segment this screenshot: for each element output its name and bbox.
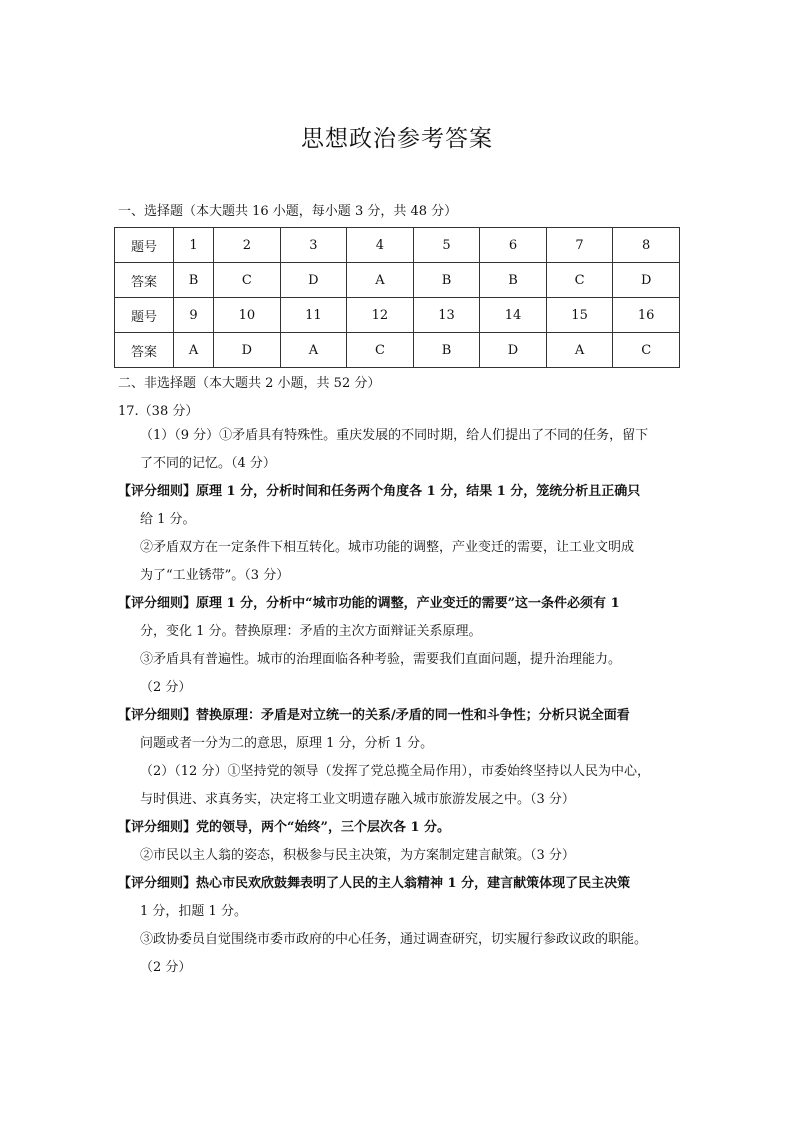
answer-line: ③政协委员自觉围绕市委市政府的中心任务，通过调查研究，切实履行参政议政的职能。 (140, 932, 648, 947)
answer-line: ③矛盾具有普遍性。城市的治理面临各种考验，需要我们直面问题，提升治理能力。 (140, 652, 622, 667)
section-heading-essay: 二、非选择题（本大题共 2 小题，共 52 分） (118, 376, 381, 391)
answer-line: 与时俱进、求真务实，决定将工业文明遗存融入城市旅游发展之中。（3 分） (140, 792, 575, 807)
scoring-rule-line: 【评分细则】原理 1 分，分析中“城市功能的调整，产业变迁的需要”这一条件必须有 1 (118, 596, 620, 611)
scoring-rule-line: 【评分细则】替换原理：矛盾是对立统一的关系/矛盾的同一性和斗争性；分析只说全面看 (118, 708, 630, 723)
table-cell: 14 (480, 298, 547, 333)
table-cell: 10 (214, 298, 281, 333)
table-cell: C (214, 263, 281, 298)
table-cell: 8 (613, 228, 680, 263)
table-cell: 16 (613, 298, 680, 333)
scoring-rule-line: 【评分细则】党的领导，两个“始终”，三个层次各 1 分。 (118, 820, 451, 835)
table-cell: A (347, 263, 414, 298)
answer-body (118, 422, 684, 982)
table-cell: 15 (546, 298, 613, 333)
table-cell: 9 (174, 298, 214, 333)
answer-line: （1）（9 分）①矛盾具有特殊性。重庆发展的不同时期，给人们提出了不同的任务，留下 (140, 428, 649, 443)
table-row (115, 298, 680, 333)
table-row (115, 333, 680, 368)
table-cell: B (413, 263, 480, 298)
table-cell: 7 (546, 228, 613, 263)
answer-line: 问题或者一分为二的意思，原理 1 分，分析 1 分。 (140, 736, 434, 751)
table-cell: B (413, 333, 480, 368)
answer-line: （2 分） (140, 960, 192, 975)
answer-line: 给 1 分。 (140, 512, 196, 527)
table-row (115, 263, 680, 298)
scoring-rule-line: 【评分细则】热心市民欢欣鼓舞表明了人民的主人翁精神 1 分，建言献策体现了民主决策 (118, 876, 631, 891)
table-cell: 6 (480, 228, 547, 263)
table-cell: 5 (413, 228, 480, 263)
table-cell: D (214, 333, 281, 368)
table-cell: B (480, 263, 547, 298)
answer-line: 为了“工业锈带”。（3 分） (140, 568, 290, 583)
table-cell: A (174, 333, 214, 368)
page-title: 思想政治参考答案 (301, 126, 493, 152)
answer-line: （2）（12 分）①坚持党的领导（发挥了党总揽全局作用），市委始终坚持以人民为中心， (140, 764, 650, 779)
table-cell: 12 (347, 298, 414, 333)
table-cell: 4 (347, 228, 414, 263)
table-cell: C (347, 333, 414, 368)
answer-line: ②市民以主人翁的姿态，积极参与民主决策，为方案制定建言献策。（3 分） (140, 848, 575, 863)
table-cell: B (174, 263, 214, 298)
table-cell: 答案 (115, 263, 174, 298)
table-cell: 13 (413, 298, 480, 333)
table-cell: D (280, 263, 347, 298)
table-cell: C (613, 333, 680, 368)
table-cell: D (480, 333, 547, 368)
table-cell: C (546, 263, 613, 298)
table-cell: 题号 (115, 298, 174, 333)
table-cell: 题号 (115, 228, 174, 263)
table-cell: 2 (214, 228, 281, 263)
scoring-rule-line: 【评分细则】原理 1 分，分析时间和任务两个角度各 1 分，结果 1 分，笼统分析且正确只 (118, 484, 641, 499)
answer-line: （2 分） (140, 680, 192, 695)
answer-table (114, 227, 680, 368)
table-cell: 11 (280, 298, 347, 333)
table-cell: A (546, 333, 613, 368)
table-cell: D (613, 263, 680, 298)
table-cell: A (280, 333, 347, 368)
table-cell: 1 (174, 228, 214, 263)
answer-line: 分，变化 1 分。替换原理：矛盾的主次方面辩证关系原理。 (140, 624, 482, 639)
question-17-heading: 17.（38 分） (118, 404, 199, 419)
table-cell: 3 (280, 228, 347, 263)
table-cell: 答案 (115, 333, 174, 368)
table-row (115, 228, 680, 263)
answer-line: 了不同的记忆。（4 分） (140, 456, 276, 471)
section-heading-choice: 一、选择题（本大题共 16 小题，每小题 3 分，共 48 分） (118, 204, 458, 219)
answer-line: ②矛盾双方在一定条件下相互转化。城市功能的调整，产业变迁的需要，让工业文明成 (140, 540, 635, 555)
answer-line: 1 分，扣题 1 分。 (140, 904, 247, 919)
